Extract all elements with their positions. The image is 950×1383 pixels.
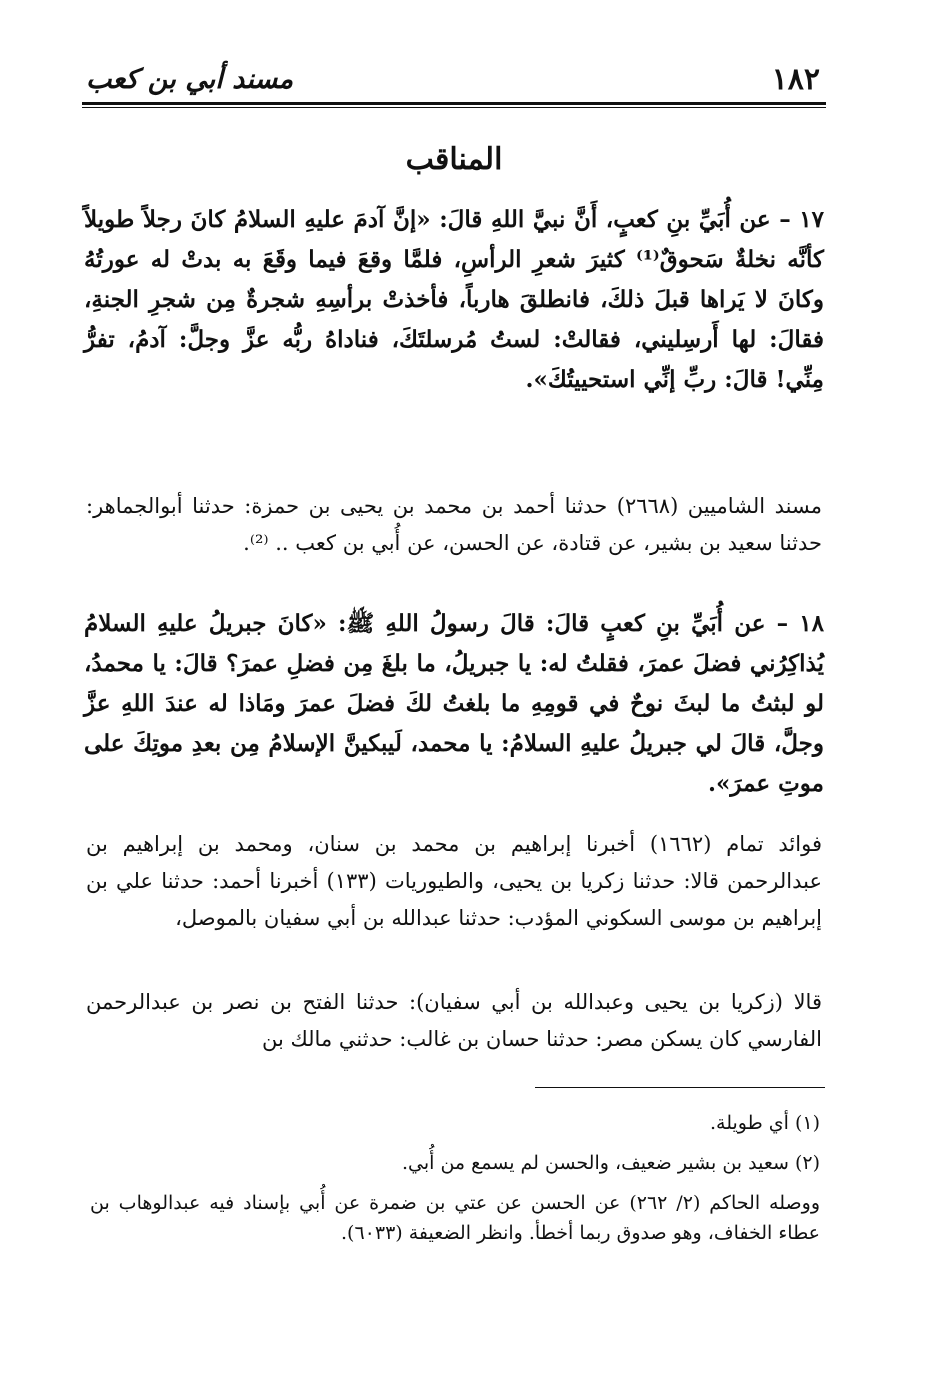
header-rule (82, 102, 826, 105)
running-title: مسند أبي بن كعب (86, 64, 294, 95)
section-title: المناقب (405, 142, 503, 177)
footnote-separator (535, 1087, 825, 1088)
source-18-part1: فوائد تمام (١٦٦٢) أخبرنا إبراهيم بن محمد بن سنان، ومحمد بن إبراهيم بن عبدالرحمن قالا: حدثنا زكريا بن يحيى، والطيوريات (١٣٣) أخبرنا أحمد: حدثنا علي بن إبراهيم بن موسى السكوني المؤدب: حدثنا عبدالله بن أبي سفيان بالموصل، (86, 832, 822, 930)
hadith-18: ١٨ – عن أُبَيِّ بنِ كعبٍ قالَ: قالَ رسولُ اللهِ ﷺ: «كانَ جبريلُ عليهِ السلامُ يُذاكِرُني فضلَ عمرَ، فقلتُ له: يا جبريلُ، ما بلغَ مِن فضلِ عمرَ؟ قالَ: يا محمدُ، لو لبثتُ ما لبثَ نوحٌ في قومِهِ ما بلغتُ لكَ فضلَ عمرَ ومَاذا له عندَ اللهِ عزَّ وجلَّ، قالَ لي جبريلُ عليهِ السلامُ: يا محمد، لَيبكينَّ الإسلامُ مِن بعدِ موتِكَ على موتِ عمرَ». (84, 610, 824, 797)
source-18-part2: قالا (زكريا بن يحيى وعبدالله بن أبي سفيان): حدثنا الفتح بن نصر بن عبدالرحمن الفارسي كان يسكن مصر: حدثنا حسان بن غالب: حدثني مالك بن (86, 990, 822, 1051)
footnote-1: (١) أي طويلة. (709, 1112, 820, 1134)
footnote-2-continued: ووصله الحاكم (٢/ ٢٦٢) عن الحسن عن عتي بن ضمرة عن أُبي بإسناد فيه عبدالوهاب بن عطاء الخفاف، وهو صدوق ربما أخطأ. وانظر الضعيفة (٦٠٣٣). (90, 1192, 820, 1244)
footnote-2: (٢) سعيد بن بشير ضعيف، والحسن لم يسمع من أُبي. (401, 1152, 820, 1174)
source-17: مسند الشاميين (٢٦٦٨) حدثنا أحمد بن محمد بن يحيى بن حمزة: حدثنا أبوالجماهر: حدثنا سعيد بن بشير، عن قتادة، عن الحسن، عن أُبي بن كعب .. ⁽²⁾. (86, 494, 822, 555)
page-number: ١٨٢ (771, 62, 820, 97)
hadith-17: ١٧ – عن أُبَيِّ بنِ كعبٍ، أَنَّ نبيَّ اللهِ قالَ: «إنَّ آدمَ عليهِ السلامُ كانَ رجلاً طويلاً كأنَّه نخلةٌ سَحوقٌ⁽¹⁾ كثيرَ شعرِ الرأسِ، فلمَّا وقعَ فيما وقَعَ به بدتْ له عورتُهُ وكانَ لا يَراها قبلَ ذلكَ، فانطلقَ هارباً، فأخذتْ برأسِهِ شجرةٌ مِن شجرِ الجنةِ، فقالَ: لها أَرسِليني، فقالتْ: لستُ مُرسلتَكَ، فناداهُ ربُّه عزَّ وجلَّ: آدمُ، تفرُّ مِنِّي! قالَ: ربِّ إنِّي استحييتُكَ». (84, 206, 824, 393)
header-rule-thin (82, 107, 826, 108)
running-header (82, 58, 826, 98)
